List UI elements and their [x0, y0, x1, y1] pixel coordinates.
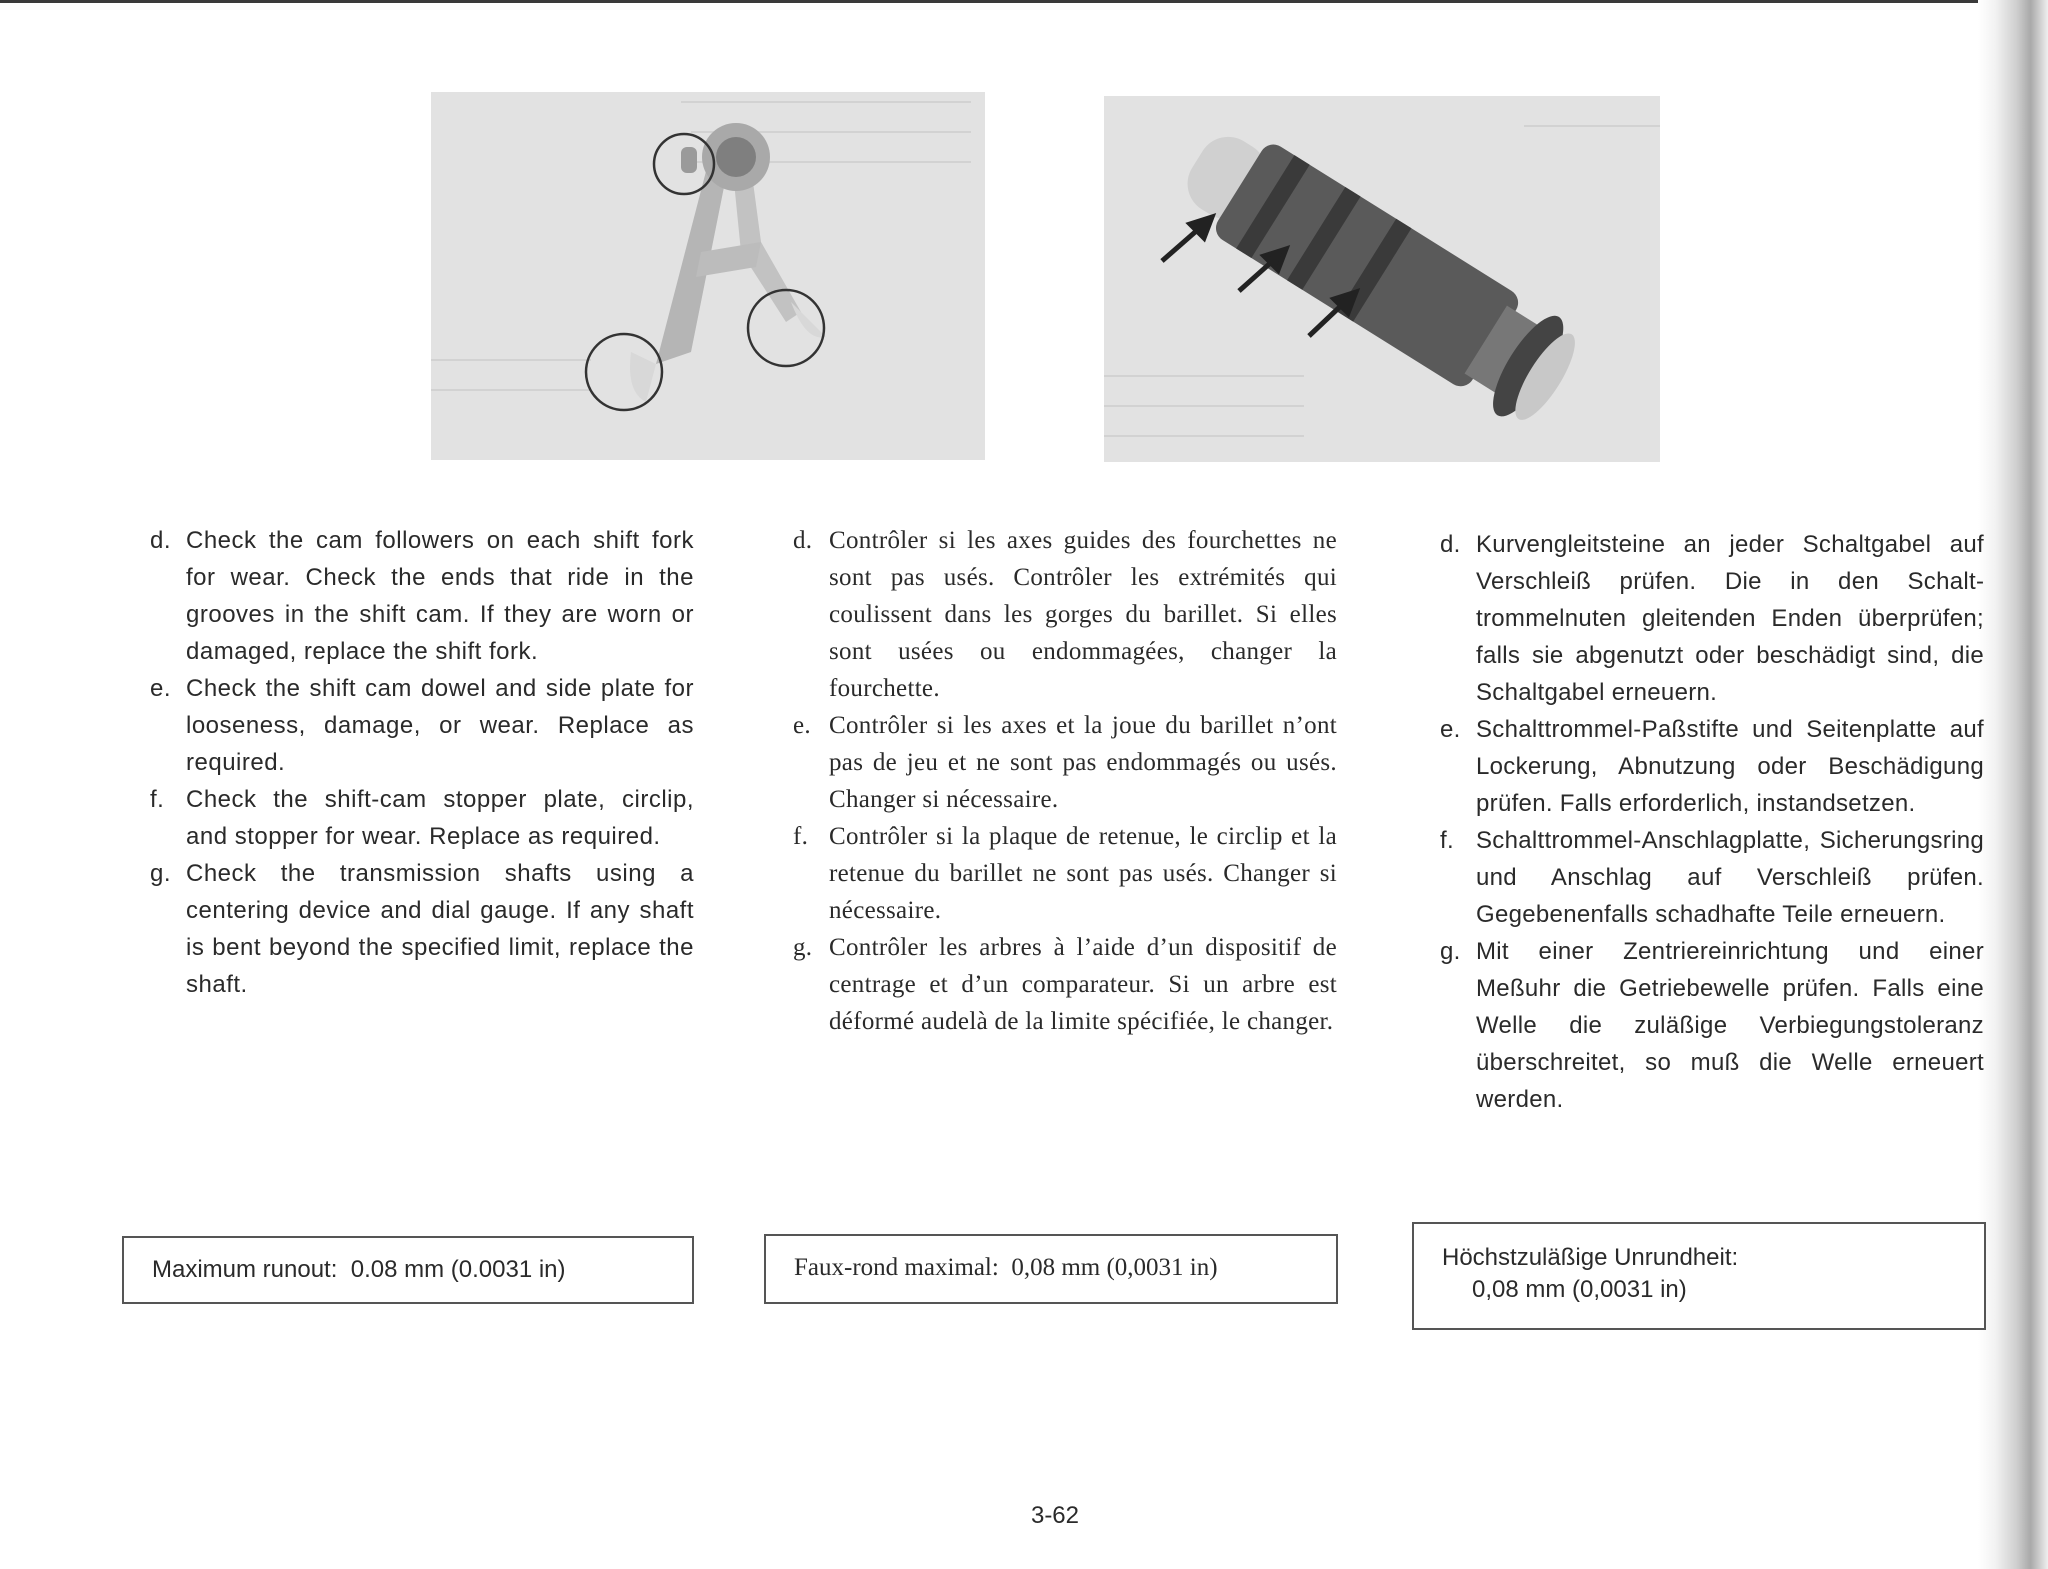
instruction-item-d: [1440, 526, 1984, 711]
shift-cam-photo: [1104, 96, 1660, 462]
item-letter: d.: [150, 527, 172, 554]
instruction-item-e: [793, 707, 1337, 818]
item-text: Check the shift cam dowel and side plate for looseness, damage, or wear. Replace as required.: [186, 675, 694, 776]
shift-fork-illustration: [431, 92, 985, 460]
spec-value: 0,08 mm (0,0031 in): [1011, 1254, 1218, 1281]
item-text: Contrôler les arbres à l’aide d’un dispositif de centrage et d’un comparateur. Si un arbre est déformé audelà de la limite spécifiée, le changer.: [829, 934, 1337, 1035]
item-letter: e.: [1440, 716, 1461, 743]
item-text: Contrôler si les axes guides des fourchettes ne sont pas usés. Contrôler les extrémités qui coulissent dans les gorges du barillet. Si elles sont usées ou endommagées, changer la fourchette.: [829, 527, 1337, 702]
spec-box-french: [764, 1234, 1338, 1304]
item-letter: f.: [793, 823, 809, 850]
spec-label: Höchstzuläßige Unrundheit:: [1442, 1244, 1739, 1271]
item-text: Check the transmission shafts using a centering device and dial gauge. If any shaft is bent beyond the specified limit, replace the shaft.: [186, 860, 694, 998]
spec-label: Maximum runout:: [152, 1256, 338, 1283]
english-column: [150, 522, 694, 1003]
spec-box-german: [1412, 1222, 1986, 1330]
spec-label: Faux-rond maximal:: [794, 1254, 999, 1281]
shift-fork-photo: [431, 92, 985, 460]
instruction-item-f: [793, 818, 1337, 929]
german-column: [1440, 526, 1984, 1118]
shift-cam-illustration: [1104, 96, 1660, 462]
book-spine-shadow: [1978, 0, 2048, 1569]
instruction-item-g: [1440, 933, 1984, 1118]
item-letter: d.: [793, 527, 813, 554]
instruction-item-d: [793, 522, 1337, 707]
item-letter: g.: [1440, 938, 1461, 965]
item-text: Check the shift-cam stopper plate, circlip, and stopper for wear. Replace as required.: [186, 786, 694, 850]
item-letter: g.: [150, 860, 172, 887]
instruction-item-g: [150, 855, 694, 1003]
spec-value: 0,08 mm (0,0031 in): [1472, 1276, 1687, 1303]
instruction-item-d: [150, 522, 694, 670]
spec-box-english: [122, 1236, 694, 1304]
instruction-item-f: [1440, 822, 1984, 933]
item-text: Schalttrommel-Anschlagplatte, Sicherungsring und Anschlag auf Verschleiß prüfen. Gegebenenfalls schadhafte Teile erneuern.: [1476, 827, 1984, 928]
item-text: Kurvengleitsteine an jeder Schaltgabel auf Verschleiß prüfen. Die in den Schalttrommelnuten gleitenden Enden überprüfen; falls sie abgenutzt oder beschädigt sind, die Schaltgabel erneuern.: [1476, 531, 1984, 706]
item-text: Mit einer Zentriereinrichtung und einer Meßuhr die Getriebewelle prüfen. Falls eine Welle die zuläßige Verbiegungstoleranz überschreitet, so muß die Welle erneuert werden.: [1476, 938, 1984, 1113]
item-text: Check the cam followers on each shift fork for wear. Check the ends that ride in the grooves in the shift cam. If they are worn or damaged, replace the shift fork.: [186, 527, 694, 665]
french-column: [793, 522, 1337, 1040]
item-letter: f.: [150, 786, 165, 813]
item-letter: e.: [793, 712, 811, 739]
instruction-item-e: [150, 670, 694, 781]
instruction-item-e: [1440, 711, 1984, 822]
instruction-item-g: [793, 929, 1337, 1040]
item-letter: e.: [150, 675, 172, 702]
spec-value: 0.08 mm (0.0031 in): [350, 1256, 566, 1283]
item-letter: g.: [793, 934, 813, 961]
item-text: Contrôler si les axes et la joue du barillet n’ont pas de jeu et ne sont pas endommagés ou usés. Changer si nécessaire.: [829, 712, 1337, 813]
item-text: Contrôler si la plaque de retenue, le circlip et la retenue du barillet ne sont pas usés. Changer si nécessaire.: [829, 823, 1337, 924]
instruction-item-f: [150, 781, 694, 855]
page-number: 3-62: [1030, 1502, 1080, 1529]
item-text: Schalttrommel-Paßstifte und Seitenplatte auf Lockerung, Abnutzung oder Beschädigung prüfen. Falls erforderlich, instandsetzen.: [1476, 716, 1984, 817]
page-top-edge: [0, 0, 2048, 3]
item-letter: f.: [1440, 827, 1454, 854]
item-letter: d.: [1440, 531, 1461, 558]
